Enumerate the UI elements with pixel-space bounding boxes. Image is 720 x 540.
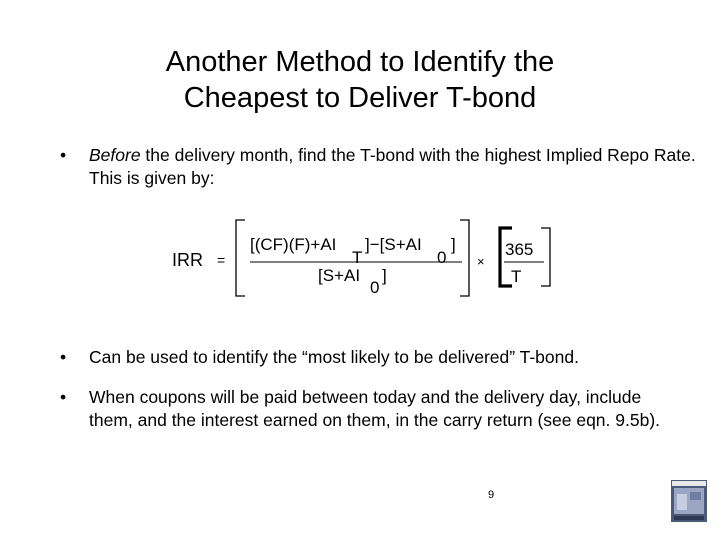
formula-equals: = [217,252,226,268]
denominator-sub: 0 [370,278,380,297]
right-bracket [460,220,469,296]
slide-title [0,44,720,116]
numerator-part-3: ] [451,235,456,254]
numerator-sub-1: T [352,248,363,267]
formula-lhs: IRR [172,250,203,270]
formula-times: × [477,254,485,269]
denominator-part-2: ] [382,266,387,285]
denominator-part-1: [S+AI [318,266,361,285]
cover-picture-detail [690,492,701,500]
numerator-part-2: ]−[S+AI [365,235,422,254]
title-line-2: Cheapest to Deliver T-bond [183,82,537,114]
bullet-text: Can be used to identify the “most likely to be delivered” T-bond. [89,347,579,367]
bold-left-bracket [500,228,512,286]
bullet-text-rest: the delivery month, find the T-bond with the highest Implied Repo Rate. This is given by: [89,145,696,188]
numerator-part-1: [(CF)(F)+AI [250,235,337,254]
slide-number: 9 [488,489,495,501]
left-bracket [236,220,245,296]
bullet-marker: • [60,347,67,367]
bullet-marker: • [60,145,67,165]
bullet-text [89,144,699,190]
cover-picture-detail [677,494,687,510]
cover-masthead [672,481,706,486]
fraction-numerator: 365 [505,240,534,259]
bullet-marker: • [60,387,67,407]
book-cover-image [671,480,707,522]
emphasis-text: Before [89,145,141,165]
fraction-denominator: T [511,267,522,286]
right-bracket-2 [541,228,550,286]
numerator-sub-2: 0 [437,248,447,267]
cover-footer [674,516,704,520]
title-line-1: Another Method to Identify the [165,46,555,78]
bullet-text: When coupons will be paid between today and the delivery day, include them, and the interest earned on them, in the carry return (see eqn. 9.5b). [89,387,661,430]
